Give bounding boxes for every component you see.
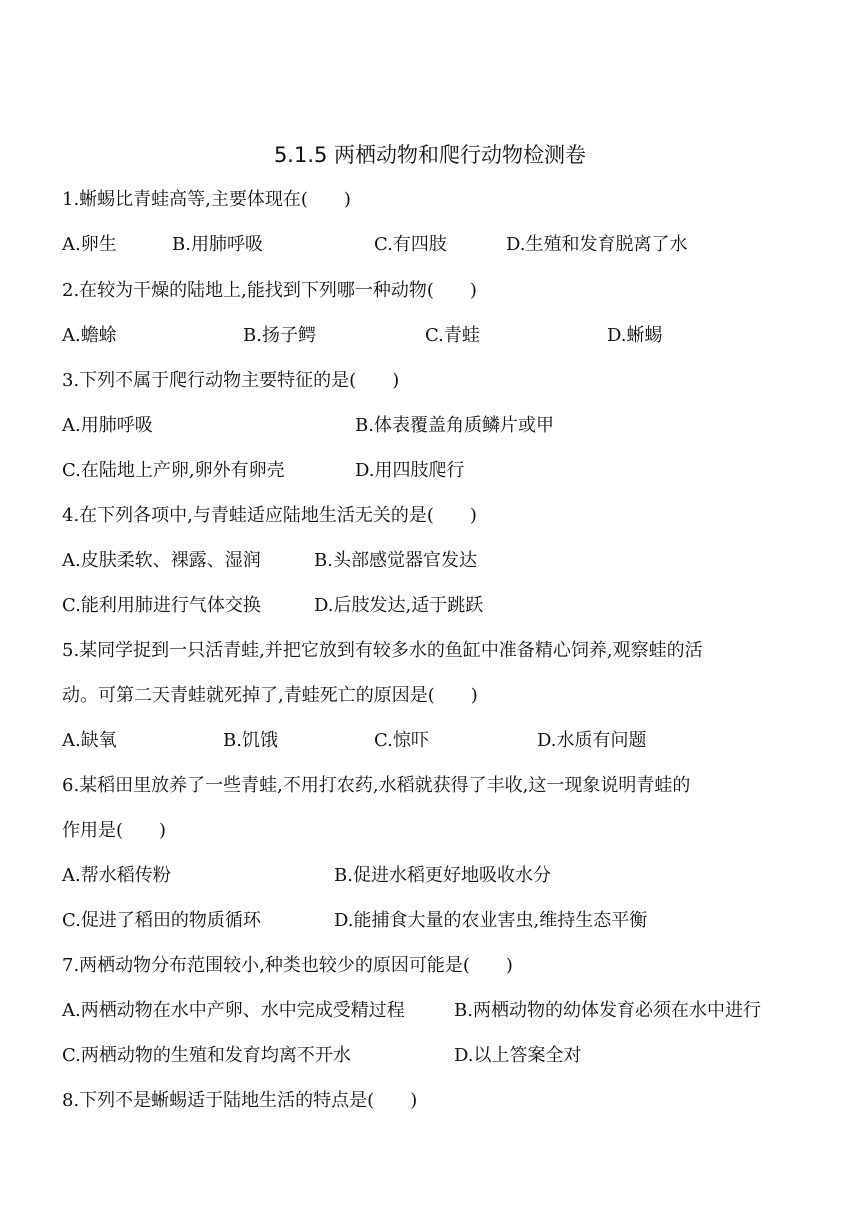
question-1-option-c: C.有四肢 <box>374 234 447 255</box>
question-2-option-b: B.扬子鳄 <box>243 325 316 346</box>
question-1-option-d: D.生殖和发育脱离了水 <box>506 234 688 255</box>
question-4-stem: 4.在下列各项中,与青蛙适应陆地生活无关的是( ) <box>62 505 477 526</box>
question-4-option-b: B.头部感觉器官发达 <box>314 550 477 571</box>
question-6-option-d: D.能捕食大量的农业害虫,维持生态平衡 <box>334 910 648 931</box>
question-6-stem-line-2: 作用是( ) <box>62 820 167 841</box>
question-7-option-c: C.两栖动物的生殖和发育均离不开水 <box>62 1045 351 1066</box>
question-7-option-b: B.两栖动物的幼体发育必须在水中进行 <box>454 1000 761 1021</box>
question-6-option-b: B.促进水稻更好地吸收水分 <box>334 865 551 886</box>
question-5-option-c: C.惊吓 <box>374 730 429 751</box>
question-3-option-c: C.在陆地上产卵,卵外有卵壳 <box>62 460 285 481</box>
question-1-option-a: A.卵生 <box>62 234 117 255</box>
question-7-option-a: A.两栖动物在水中产卵、水中完成受精过程 <box>62 1000 405 1021</box>
question-3-option-b: B.体表覆盖角质鳞片或甲 <box>355 415 554 436</box>
question-5-stem-line-2: 动。可第二天青蛙就死掉了,青蛙死亡的原因是( ) <box>62 685 478 706</box>
question-7-stem: 7.两栖动物分布范围较小,种类也较少的原因可能是( ) <box>62 955 513 976</box>
question-4-option-d: D.后肢发达,适于跳跃 <box>314 595 484 616</box>
question-2-option-d: D.蜥蜴 <box>607 325 663 346</box>
question-6-stem-line-1: 6.某稻田里放养了一些青蛙,不用打农药,水稻就获得了丰收,这一现象说明青蛙的 <box>62 775 691 796</box>
question-3-option-d: D.用四肢爬行 <box>355 460 465 481</box>
question-5-option-b: B.饥饿 <box>223 730 278 751</box>
question-8-stem: 8.下列不是蜥蜴适于陆地生活的特点是( ) <box>62 1090 418 1111</box>
question-4-option-c: C.能利用肺进行气体交换 <box>62 595 261 616</box>
question-2-stem: 2.在较为干燥的陆地上,能找到下列哪一种动物( ) <box>62 280 477 301</box>
question-5-option-d: D.水质有问题 <box>537 730 647 751</box>
question-7-option-d: D.以上答案全对 <box>454 1045 582 1066</box>
question-6-option-c: C.促进了稻田的物质循环 <box>62 910 261 931</box>
question-3-option-a: A.用肺呼吸 <box>62 415 153 436</box>
question-1-stem: 1.蜥蜴比青蛙高等,主要体现在( ) <box>62 189 351 210</box>
question-1-option-b: B.用肺呼吸 <box>172 234 263 255</box>
question-5-stem-line-1: 5.某同学捉到一只活青蛙,并把它放到有较多水的鱼缸中准备精心饲养,观察蛙的活 <box>62 640 703 661</box>
page-title: 5.1.5 两栖动物和爬行动物检测卷 <box>273 143 587 167</box>
question-2-option-a: A.蟾蜍 <box>62 325 117 346</box>
question-5-option-a: A.缺氧 <box>62 730 117 751</box>
question-6-option-a: A.帮水稻传粉 <box>62 865 171 886</box>
question-2-option-c: C.青蛙 <box>425 325 480 346</box>
question-3-stem: 3.下列不属于爬行动物主要特征的是( ) <box>62 370 400 391</box>
question-4-option-a: A.皮肤柔软、裸露、湿润 <box>62 550 261 571</box>
